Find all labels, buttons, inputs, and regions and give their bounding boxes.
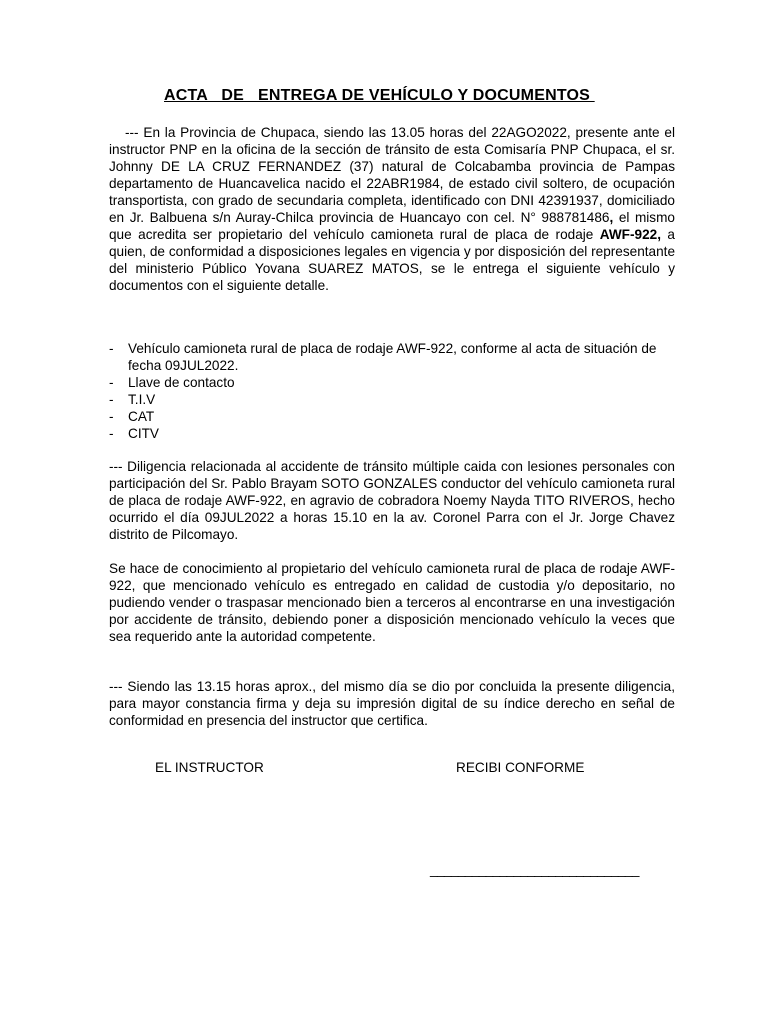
intro-text: --- En la Provincia de Chupaca, siendo las 13.05 horas del 22AGO2022, presente ante el instructor PNP en la oficina de la sección de tránsito de esta Comisaría PNP Chupaca, el sr. Johnny DE LA CRUZ FERNANDEZ (37) natural de Colcabamba provincia de Pampas departamento de Huancavelica nacido el 22ABR1984, de estado civil soltero, de ocupación transportista, con grado de secundaria completa, identificado con DNI 42391937, domiciliado en Jr. Balbuena s/n Auray-Chilca provincia de Huancayo con cel. N° 988781486: [109, 125, 675, 225]
intro-paragraph: [109, 124, 675, 294]
closing-paragraph: --- Siendo las 13.15 horas aprox., del mismo día se dio por concluida la presente diligencia, para mayor constancia firma y deja su impresión digital de su índice derecho en señal de conformidad en presencia del instructor que certifica.: [109, 679, 675, 728]
intro-closing-text: a quien, de conformidad a disposiciones legales en vigencia y por disposición del representante del ministerio Público Yovana SUAREZ MATOS, se le entrega el siguiente vehículo y documentos con el siguiente detalle.: [109, 227, 675, 293]
list-item: [109, 374, 675, 391]
list-item: [109, 425, 675, 442]
delivered-items-list: [109, 340, 675, 442]
list-item-text: Vehículo camioneta rural de placa de rodaje AWF-922, conforme al acta de situación de fecha 09JUL2022.: [128, 341, 657, 373]
list-dash: -: [109, 375, 114, 390]
instructor-signature-label: EL INSTRUCTOR: [155, 760, 264, 775]
list-item-text: Llave de contacto: [128, 375, 235, 390]
incident-paragraph: --- Diligencia relacionada al accidente de tránsito múltiple caida con lesiones personales con participación del Sr. Pablo Brayam SOTO GONZALES conductor del vehículo camioneta rural de placa de rodaje AWF-922, en agravio de cobradora Noemy Nayda TITO RIVEROS, hecho ocurrido el día 09JUL2022 a horas 15.10 en la av. Coronel Parra con el Jr. Jorge Chavez distrito de Pilcomayo.: [109, 459, 675, 542]
list-dash: -: [109, 426, 114, 441]
document-title: ACTA DE ENTREGA DE VEHÍCULO Y DOCUMENTOS: [164, 87, 595, 104]
plate-number: AWF-922,: [599, 227, 661, 242]
list-item-text: T.I.V: [128, 392, 156, 407]
signature-line: ______________________________: [430, 862, 639, 877]
list-item: [109, 340, 675, 374]
list-item-text: CAT: [128, 409, 155, 424]
list-item-text: CITV: [128, 426, 159, 441]
receiver-signature-label: RECIBI CONFORME: [456, 760, 585, 775]
list-item: [109, 391, 675, 408]
list-dash: -: [109, 409, 114, 424]
list-dash: -: [109, 341, 114, 356]
intro-middle-text: el mismo que acredita ser propietario del vehículo camioneta rural de placa de rodaje: [109, 210, 675, 242]
custody-paragraph: Se hace de conocimiento al propietario del vehículo camioneta rural de placa de rodaje AWF-922, que mencionado vehículo es entregado en calidad de custodia y/o depositario, no pudiendo vender o traspasar mencionado bien a terceros al encontrarse en una investigación por accidente de tránsito, debiendo poner a disposición mencionado vehículo la veces que sea requerido ante la autoridad competente.: [109, 561, 675, 644]
list-item: [109, 408, 675, 425]
intro-bold-comma: ,: [609, 210, 614, 225]
list-dash: -: [109, 392, 114, 407]
